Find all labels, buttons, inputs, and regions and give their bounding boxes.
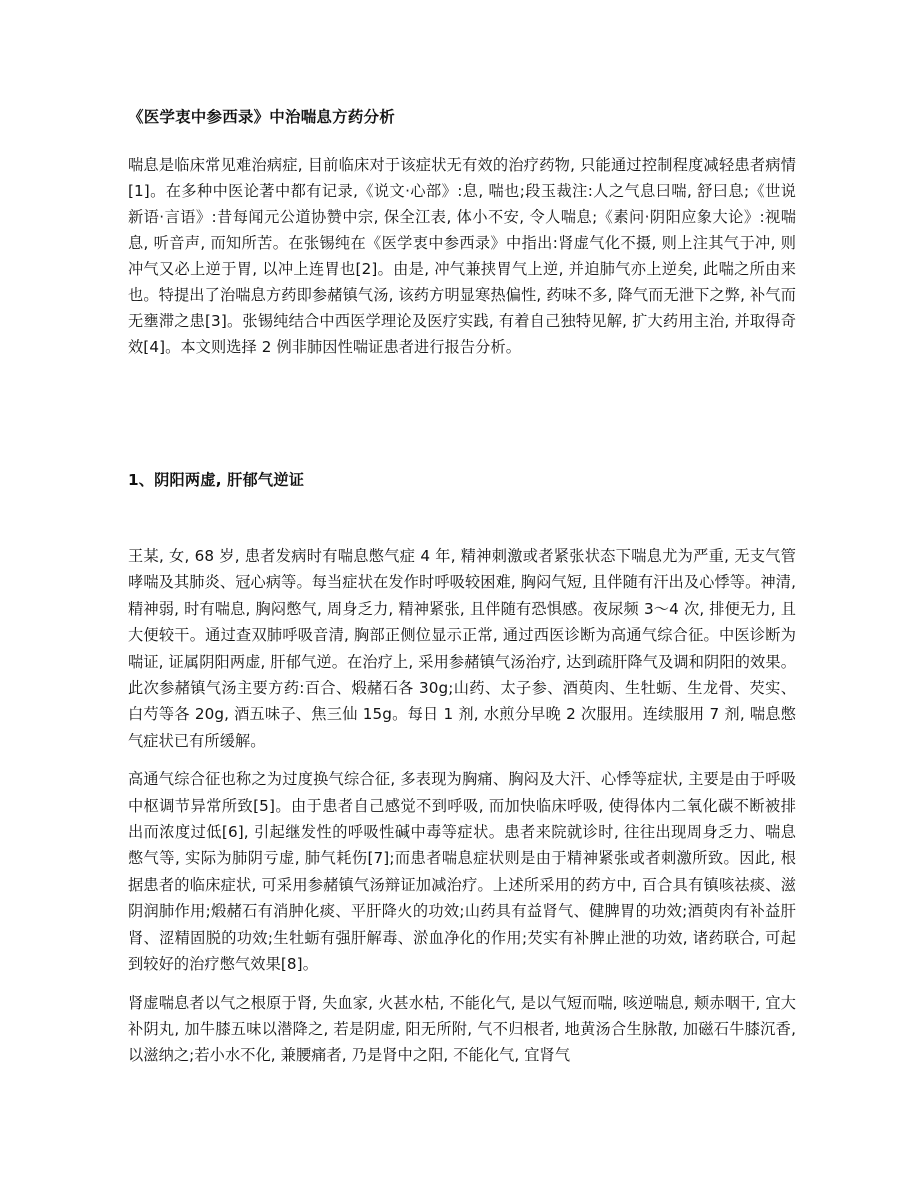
section-1-paragraph-2: 高通气综合征也称之为过度换气综合征, 多表现为胸痛、胸闷及大汗、心悸等症状, 主要是由于呼吸中枢调节异常所致[5]。由于患者自己感觉不到呼吸, 而加快临床呼吸, 使得体内二氧化碳不断被排出而浓度过低[6], 引起继发性的呼吸性碱中毒等症状。患者来院就诊时, 往往出现周身乏力、喘息憋气等, 实际为肺阴亏虚, 肺气耗伤[7];而患者喘息症状则是由于精神紧张或者刺激所致。因此, 根据患者的临床症状, 可采用参赭镇气汤辩证加减治疗。上述所采用的药方中, 百合具有镇咳祛痰、滋阴润肺作用;煅赭石有消肿化痰、平肝降火的功效;山药具有益肾气、健脾胃的功效;酒萸肉有补益肝肾、涩精固脱的功效;生牡蛎有强肝解毒、淤血净化的作用;芡实有补脾止泄的功效, 诸药联合, 可起到较好的治疗憋气效果[8]。 — [128, 770, 796, 974]
section-heading-1: 1、阴阳两虚, 肝郁气逆证 — [128, 471, 305, 489]
section-1-paragraph-3: 肾虚喘息者以气之根原于肾, 失血家, 火甚水枯, 不能化气, 是以气短而喘, 咳逆喘息, 颊赤咽干, 宜大补阴丸, 加牛膝五味以潜降之, 若是阴虚, 阳无所附, 气不归根者, 地黄汤合生脉散, 加磁石牛膝沉香, 以滋纳之;若小水不化, 兼腰痛者, 乃是肾中之阳, 不能化气, 宜肾气 — [128, 993, 796, 1065]
section-1-paragraph-1: 王某, 女, 68 岁, 患者发病时有喘息憋气症 4 年, 精神刺激或者紧张状态下喘息尤为严重, 无支气管哮喘及其肺炎、冠心病等。每当症状在发作时呼吸较困难, 胸闷气短, 且伴随有汗出及心悸等。神清, 精神弱, 时有喘息, 胸闷憋气, 周身乏力, 精神紧张, 且伴随有恐惧感。夜尿频 3～4 次, 排便无力, 且大便较干。通过查双肺呼吸音清, 胸部正侧位显示正常, 通过西医诊断为高通气综合征。中医诊断为喘证, 证属阴阳两虚, 肝郁气逆。在治疗上, 采用参赭镇气汤治疗, 达到疏肝降气及调和阴阳的效果。此次参赭镇气汤主要方药:百合、煅赭石各 30g;山药、太子参、酒萸肉、生牡蛎、生龙骨、芡实、白芍等各 20g, 酒五味子、焦三仙 15g。每日 1 剂, 水煎分早晚 2 次服用。连续服用 7 剂, 喘息憋气症状已有所缓解。 — [128, 547, 796, 750]
page-title: 《医学衷中参西录》中治喘息方药分析 — [128, 108, 395, 126]
section-1-body — [128, 493, 796, 1069]
intro-paragraph: 喘息是临床常见难治病症, 目前临床对于该症状无有效的治疗药物, 只能通过控制程度减轻患者病情[1]。在多种中医论著中都有记录,《说文·心部》:息, 喘也;段玉裁注:人之气息曰喘, 舒曰息;《世说新语·言语》:昔每闻元公道协赞中宗, 保全江表, 体小不安, 令人喘息;《素问·阴阳应象大论》:视喘息, 听音声, 而知所苦。在张锡纯在《医学衷中参西录》中指出:肾虚气化不摄, 则上注其气于冲, 则冲气又必上逆于胃, 以冲上连胃也[2]。由是, 冲气兼挟胃气上逆, 并迫肺气亦上逆矣, 此喘之所由来也。特提出了治喘息方药即参赭镇气汤, 该药方明显寒热偏性, 药味不多, 降气而无泄下之弊, 补气而无壅滞之患[3]。张锡纯结合中西医学理论及医疗实践, 有着自己独特见解, 扩大药用主治, 并取得奇效[4]。本文则选择 2 例非肺因性喘证患者进行报告分析。 — [128, 156, 796, 356]
document-content — [128, 0, 796, 1069]
